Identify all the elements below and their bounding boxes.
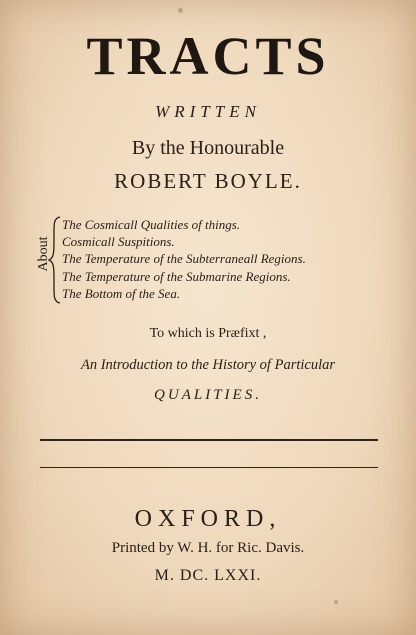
- divider-rule: [40, 439, 378, 441]
- topic-item: The Temperature of the Subterraneall Regions.: [62, 251, 306, 267]
- author-name: ROBERT BOYLE.: [114, 169, 302, 193]
- by-line: By the Honourable: [131, 137, 285, 159]
- topic-list: [62, 216, 306, 302]
- prefixt-line: To which is Præfixt ,: [149, 326, 267, 341]
- written-line: WRITTEN: [155, 102, 261, 121]
- curly-brace-icon: [48, 216, 62, 304]
- topic-item: The Bottom of the Sea.: [62, 285, 181, 301]
- about-label: About: [36, 236, 51, 272]
- foxing-spot: [334, 600, 338, 604]
- book-title: TRACTS: [86, 26, 330, 86]
- topic-item: The Cosmicall Qualities of things.: [62, 217, 241, 232]
- topic-item: Cosmicall Suspitions.: [62, 234, 175, 250]
- qualities-line: QUALITIES.: [154, 387, 262, 403]
- topic-item: The Temperature of the Submarine Regions.: [62, 268, 291, 284]
- imprint-printer: Printed by W. H. for Ric. Davis.: [111, 540, 305, 556]
- introduction-line: An Introduction to the History of Particular: [81, 357, 335, 373]
- divider-rule: [40, 467, 378, 468]
- imprint-place: OXFORD,: [134, 506, 282, 532]
- foxing-spot: [178, 8, 183, 13]
- imprint-date: M. DC. LXXI.: [154, 567, 262, 584]
